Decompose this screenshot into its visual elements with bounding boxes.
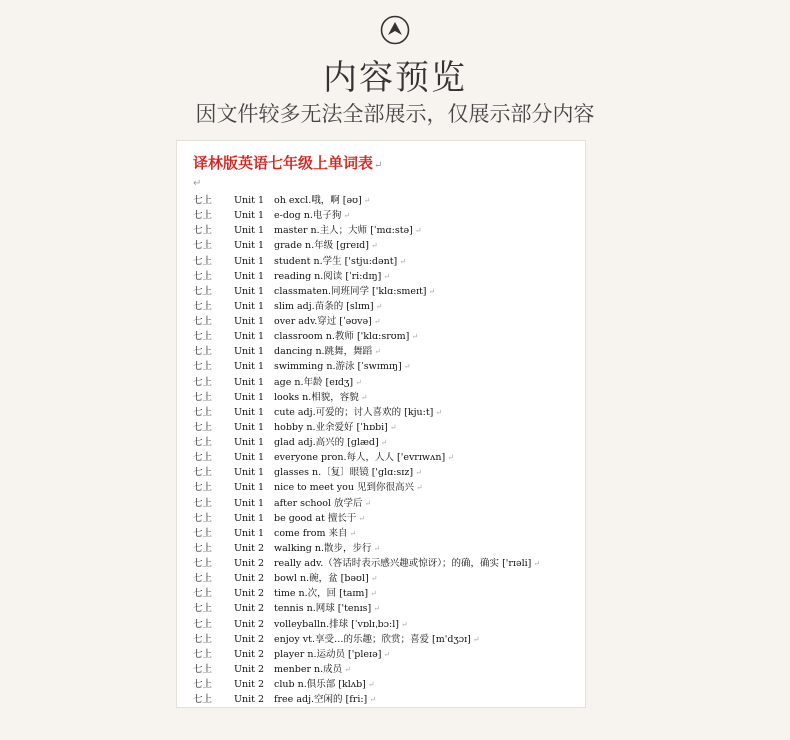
word-entry-cell: [274, 465, 422, 480]
grade-cell: 七上: [193, 558, 213, 569]
unit-cell: Unit 2: [234, 542, 265, 554]
word-entry-text: club n.俱乐部 [klʌb]: [274, 679, 366, 690]
word-entry-cell: [274, 238, 378, 253]
word-entry-text: walking n.散步，步行: [274, 542, 372, 554]
word-entry-cell: [274, 586, 377, 601]
unit-cell: Unit 1: [234, 346, 265, 358]
word-entry-cell: [274, 647, 390, 662]
word-entry-cell: [274, 526, 356, 541]
word-entry-text: enjoy vt.享受…的乐趣；欣赏；喜爱 [m'dʒɔɪ]: [274, 633, 471, 645]
paragraph-mark-icon: ↵: [415, 468, 422, 478]
paragraph-mark-icon: ↵: [360, 392, 368, 402]
grade-cell: 七上: [193, 527, 213, 539]
paragraph-mark-icon: ↵: [370, 241, 378, 251]
unit-cell: Unit 2: [234, 618, 265, 630]
unit-cell: Unit 2: [234, 679, 265, 690]
word-entry-text: glad adj.高兴的 [glæd]: [274, 437, 379, 448]
grade-cell: 七上: [193, 542, 213, 554]
word-entry-text: after school 放学后: [274, 497, 363, 509]
grade-cell: 七上: [193, 406, 213, 418]
paragraph-mark-icon: ↵: [399, 256, 406, 266]
grade-cell: 七上: [193, 210, 213, 222]
word-entry-cell: [274, 299, 382, 314]
word-entry-cell: [274, 435, 387, 450]
unit-cell: Unit 1: [234, 391, 265, 403]
unit-cell: Unit 2: [234, 648, 265, 660]
word-entry-text: nice to meet you 见到你很高兴: [274, 482, 414, 494]
unit-cell: Unit 1: [234, 225, 265, 237]
grade-cell: 七上: [193, 573, 213, 585]
up-arrow-circle-icon: [380, 15, 410, 45]
grade-cell: 七上: [193, 437, 213, 448]
word-entry-cell: [274, 223, 422, 238]
paragraph-mark-icon: ↵: [416, 483, 423, 493]
word-entry-cell: [274, 284, 435, 299]
paragraph-mark-icon: ↵: [364, 498, 372, 508]
word-entry-text: dancing n.跳舞，舞蹈: [274, 346, 373, 358]
paragraph-mark-icon: ↵: [358, 513, 366, 523]
word-entry-text: age n.年龄 [eɪdʒ]: [274, 376, 354, 388]
grade-cell: 七上: [193, 694, 213, 706]
paragraph-mark-icon: ↵: [383, 649, 391, 659]
paragraph-mark-icon: ↵: [370, 589, 377, 599]
word-entry-cell: [274, 208, 350, 223]
word-entry-cell: [274, 617, 408, 632]
word-entry-text: tennis n.网球 ['tenɪs]: [274, 603, 372, 615]
unit-cell: Unit 1: [234, 210, 265, 222]
word-entry-cell: [274, 359, 410, 374]
paragraph-mark-icon: ↵: [370, 574, 378, 584]
word-entry-cell: [274, 692, 376, 707]
word-entry-cell: [274, 571, 377, 586]
grade-cell: 七上: [193, 331, 213, 343]
unit-cell: Unit 1: [234, 452, 265, 464]
grade-cell: 七上: [193, 618, 213, 630]
grade-cell: 七上: [193, 240, 213, 252]
unit-cell: Unit 1: [234, 376, 265, 388]
unit-cell: Unit 1: [234, 316, 265, 327]
paragraph-mark-icon: ↵: [414, 226, 422, 236]
word-entry-cell: [274, 677, 375, 692]
word-entry-cell: [274, 541, 380, 556]
unit-cell: Unit 2: [234, 588, 265, 600]
grade-cell: 七上: [193, 648, 213, 660]
unit-cell: Unit 1: [234, 482, 265, 494]
unit-cell: Unit 1: [234, 512, 265, 524]
unit-cell: Unit 1: [234, 406, 265, 418]
paragraph-mark-icon: ↵: [383, 271, 391, 281]
paragraph-mark-icon: ↵: [428, 286, 436, 296]
word-entry-cell: [274, 420, 397, 435]
grade-cell: 七上: [193, 361, 213, 373]
unit-cell: Unit 1: [234, 527, 265, 539]
word-entry-cell: [274, 344, 381, 359]
word-entry-cell: [274, 601, 380, 616]
word-entry-text: menber n.成员: [274, 663, 343, 675]
word-entry-text: hobby n.业余爱好 [ˈhɒbi]: [274, 421, 388, 433]
unit-cell: Unit 2: [234, 603, 265, 615]
grade-cell: 七上: [193, 255, 213, 267]
paragraph-mark-icon: ↵: [344, 664, 351, 674]
grade-cell: 七上: [193, 421, 213, 433]
unit-cell: Unit 2: [234, 663, 265, 675]
unit-cell: Unit 1: [234, 255, 265, 267]
unit-cell: Unit 1: [234, 437, 265, 448]
word-entry-text: everyone pron.每人，人人 ['evrɪwʌn]: [274, 452, 446, 464]
paragraph-mark-icon: ↵: [373, 543, 381, 553]
paragraph-mark-icon: ↵: [375, 301, 383, 311]
paragraph-mark-icon: ↵: [355, 377, 362, 387]
word-entry-cell: [274, 450, 454, 465]
document-title-text: 译林版英语七年级上单词表: [193, 154, 374, 172]
word-entry-cell: [274, 662, 351, 677]
word-entry-text: e-dog n.电子狗: [274, 210, 342, 222]
grade-cell: 七上: [193, 497, 213, 509]
word-entry-text: come from 来自: [274, 527, 348, 539]
grade-cell: 七上: [193, 588, 213, 600]
word-entry-cell: [274, 329, 418, 344]
grade-cell: 七上: [193, 195, 213, 206]
unit-cell: Unit 1: [234, 467, 265, 479]
unit-cell: Unit 1: [234, 361, 265, 373]
grade-cell: 七上: [193, 270, 213, 282]
unit-cell: Unit 2: [234, 694, 265, 706]
document-title: [193, 152, 382, 173]
paragraph-mark-icon: ↵: [373, 317, 381, 326]
word-entry-text: classmaten.同班同学 ['klɑ:smeɪt]: [274, 285, 427, 297]
grade-cell: 七上: [193, 225, 213, 237]
unit-cell: Unit 1: [234, 497, 265, 509]
paragraph-mark-icon: ↵: [369, 695, 376, 705]
word-entry-text: swimming n.游泳 [ˈswɪmɪŋ]: [274, 361, 402, 373]
word-entry-cell: [274, 480, 423, 495]
word-entry-text: grade n.年级 [greɪd]: [274, 240, 369, 252]
paragraph-mark-icon: ↵: [400, 619, 408, 629]
unit-cell: Unit 2: [234, 558, 265, 569]
word-entry-cell: [274, 556, 540, 571]
grade-cell: 七上: [193, 679, 213, 690]
word-entry-text: bowl n.碗，盆 [bəʊl]: [274, 573, 369, 585]
word-entry-text: cute adj.可爱的；讨人喜欢的 [kju:t]: [274, 406, 434, 418]
paragraph-mark-icon: ↵: [367, 680, 375, 689]
grade-cell: 七上: [193, 482, 213, 494]
word-entry-cell: [274, 193, 370, 208]
unit-cell: Unit 1: [234, 285, 265, 297]
grade-cell: 七上: [193, 376, 213, 388]
grade-cell: 七上: [193, 285, 213, 297]
grade-cell: 七上: [193, 663, 213, 675]
document-preview: [176, 140, 586, 708]
paragraph-mark-icon: ↵: [363, 196, 371, 205]
paragraph-mark-icon: ↵: [193, 178, 202, 189]
grade-cell: 七上: [193, 316, 213, 327]
word-entry-text: volleyballn.排球 [ˈvɒlɪˌbɔ:l]: [274, 618, 399, 630]
paragraph-mark-icon: ↵: [435, 407, 443, 417]
word-entry-text: glasses n.〔复〕眼镜 ['glɑ:sɪz]: [274, 467, 414, 479]
paragraph-mark-icon: ↵: [389, 422, 397, 432]
unit-cell: Unit 1: [234, 300, 265, 312]
word-entry-text: oh excl.哦，啊 [əʊ]: [274, 195, 362, 206]
unit-cell: Unit 2: [234, 573, 265, 585]
grade-cell: 七上: [193, 346, 213, 358]
paragraph-mark-icon: ↵: [349, 528, 357, 538]
unit-cell: Unit 1: [234, 195, 265, 206]
word-entry-cell: [274, 496, 371, 511]
word-entry-text: time n.次，回 [taɪm]: [274, 588, 369, 600]
word-entry-cell: [274, 390, 367, 405]
word-entry-cell: [274, 314, 381, 329]
paragraph-mark-icon: ↵: [374, 347, 381, 357]
word-entry-cell: [274, 375, 362, 390]
grade-cell: 七上: [193, 467, 213, 479]
unit-cell: Unit 1: [234, 240, 265, 252]
word-entry-cell: [274, 254, 406, 269]
word-entry-text: master n.主人；大师 [ˈmɑ:stə]: [274, 225, 413, 237]
word-entry-text: be good at 擅长于: [274, 512, 357, 524]
word-entry-text: looks n.相貌，容貌: [274, 391, 359, 403]
word-entry-cell: [274, 405, 442, 420]
word-entry-text: player n.运动员 ['pleɪə]: [274, 648, 382, 660]
grade-cell: 七上: [193, 633, 213, 645]
word-entry-text: free adj.空闲的 [fri:]: [274, 694, 368, 706]
unit-cell: Unit 2: [234, 633, 265, 645]
paragraph-mark-icon: ↵: [373, 604, 380, 614]
paragraph-mark-icon: ↵: [472, 634, 480, 644]
word-entry-text: really adv.（答话时表示感兴趣或惊讶）；的确，确实 ['rɪəli]: [274, 558, 532, 569]
grade-cell: 七上: [193, 391, 213, 403]
paragraph-mark-icon: ↵: [380, 438, 388, 447]
word-entry-cell: [274, 632, 480, 647]
grade-cell: 七上: [193, 300, 213, 312]
word-entry-cell: [274, 511, 365, 526]
page-title: 内容预览: [323, 58, 467, 98]
grade-cell: 七上: [193, 603, 213, 615]
grade-cell: 七上: [193, 512, 213, 524]
preview-header: [0, 0, 790, 140]
unit-cell: Unit 1: [234, 270, 265, 282]
paragraph-mark-icon: ↵: [343, 211, 351, 221]
word-entry-text: student n.学生 ['stju:dənt]: [274, 255, 398, 267]
word-entry-text: reading n.阅读 [ˈri:dɪŋ]: [274, 270, 382, 282]
word-entry-text: slim adj.苗条的 [slɪm]: [274, 300, 374, 312]
grade-cell: 七上: [193, 452, 213, 464]
paragraph-mark-icon: ↵: [411, 332, 419, 342]
word-entry-text: classroom n.教师 ['klɑ:srʊm]: [274, 331, 410, 343]
paragraph-mark-icon: ↵: [403, 362, 411, 372]
paragraph-mark-icon: ↵: [533, 559, 541, 568]
paragraph-mark-icon: ↵: [447, 453, 454, 463]
word-entry-cell: [274, 269, 390, 284]
unit-cell: Unit 1: [234, 421, 265, 433]
word-entry-text: over adv.穿过 [ˈəʊvə]: [274, 316, 372, 327]
page-subtitle: 因文件较多无法全部展示，仅展示部分内容: [195, 102, 595, 126]
unit-cell: Unit 1: [234, 331, 265, 343]
paragraph-mark-icon: ↵: [374, 160, 383, 171]
